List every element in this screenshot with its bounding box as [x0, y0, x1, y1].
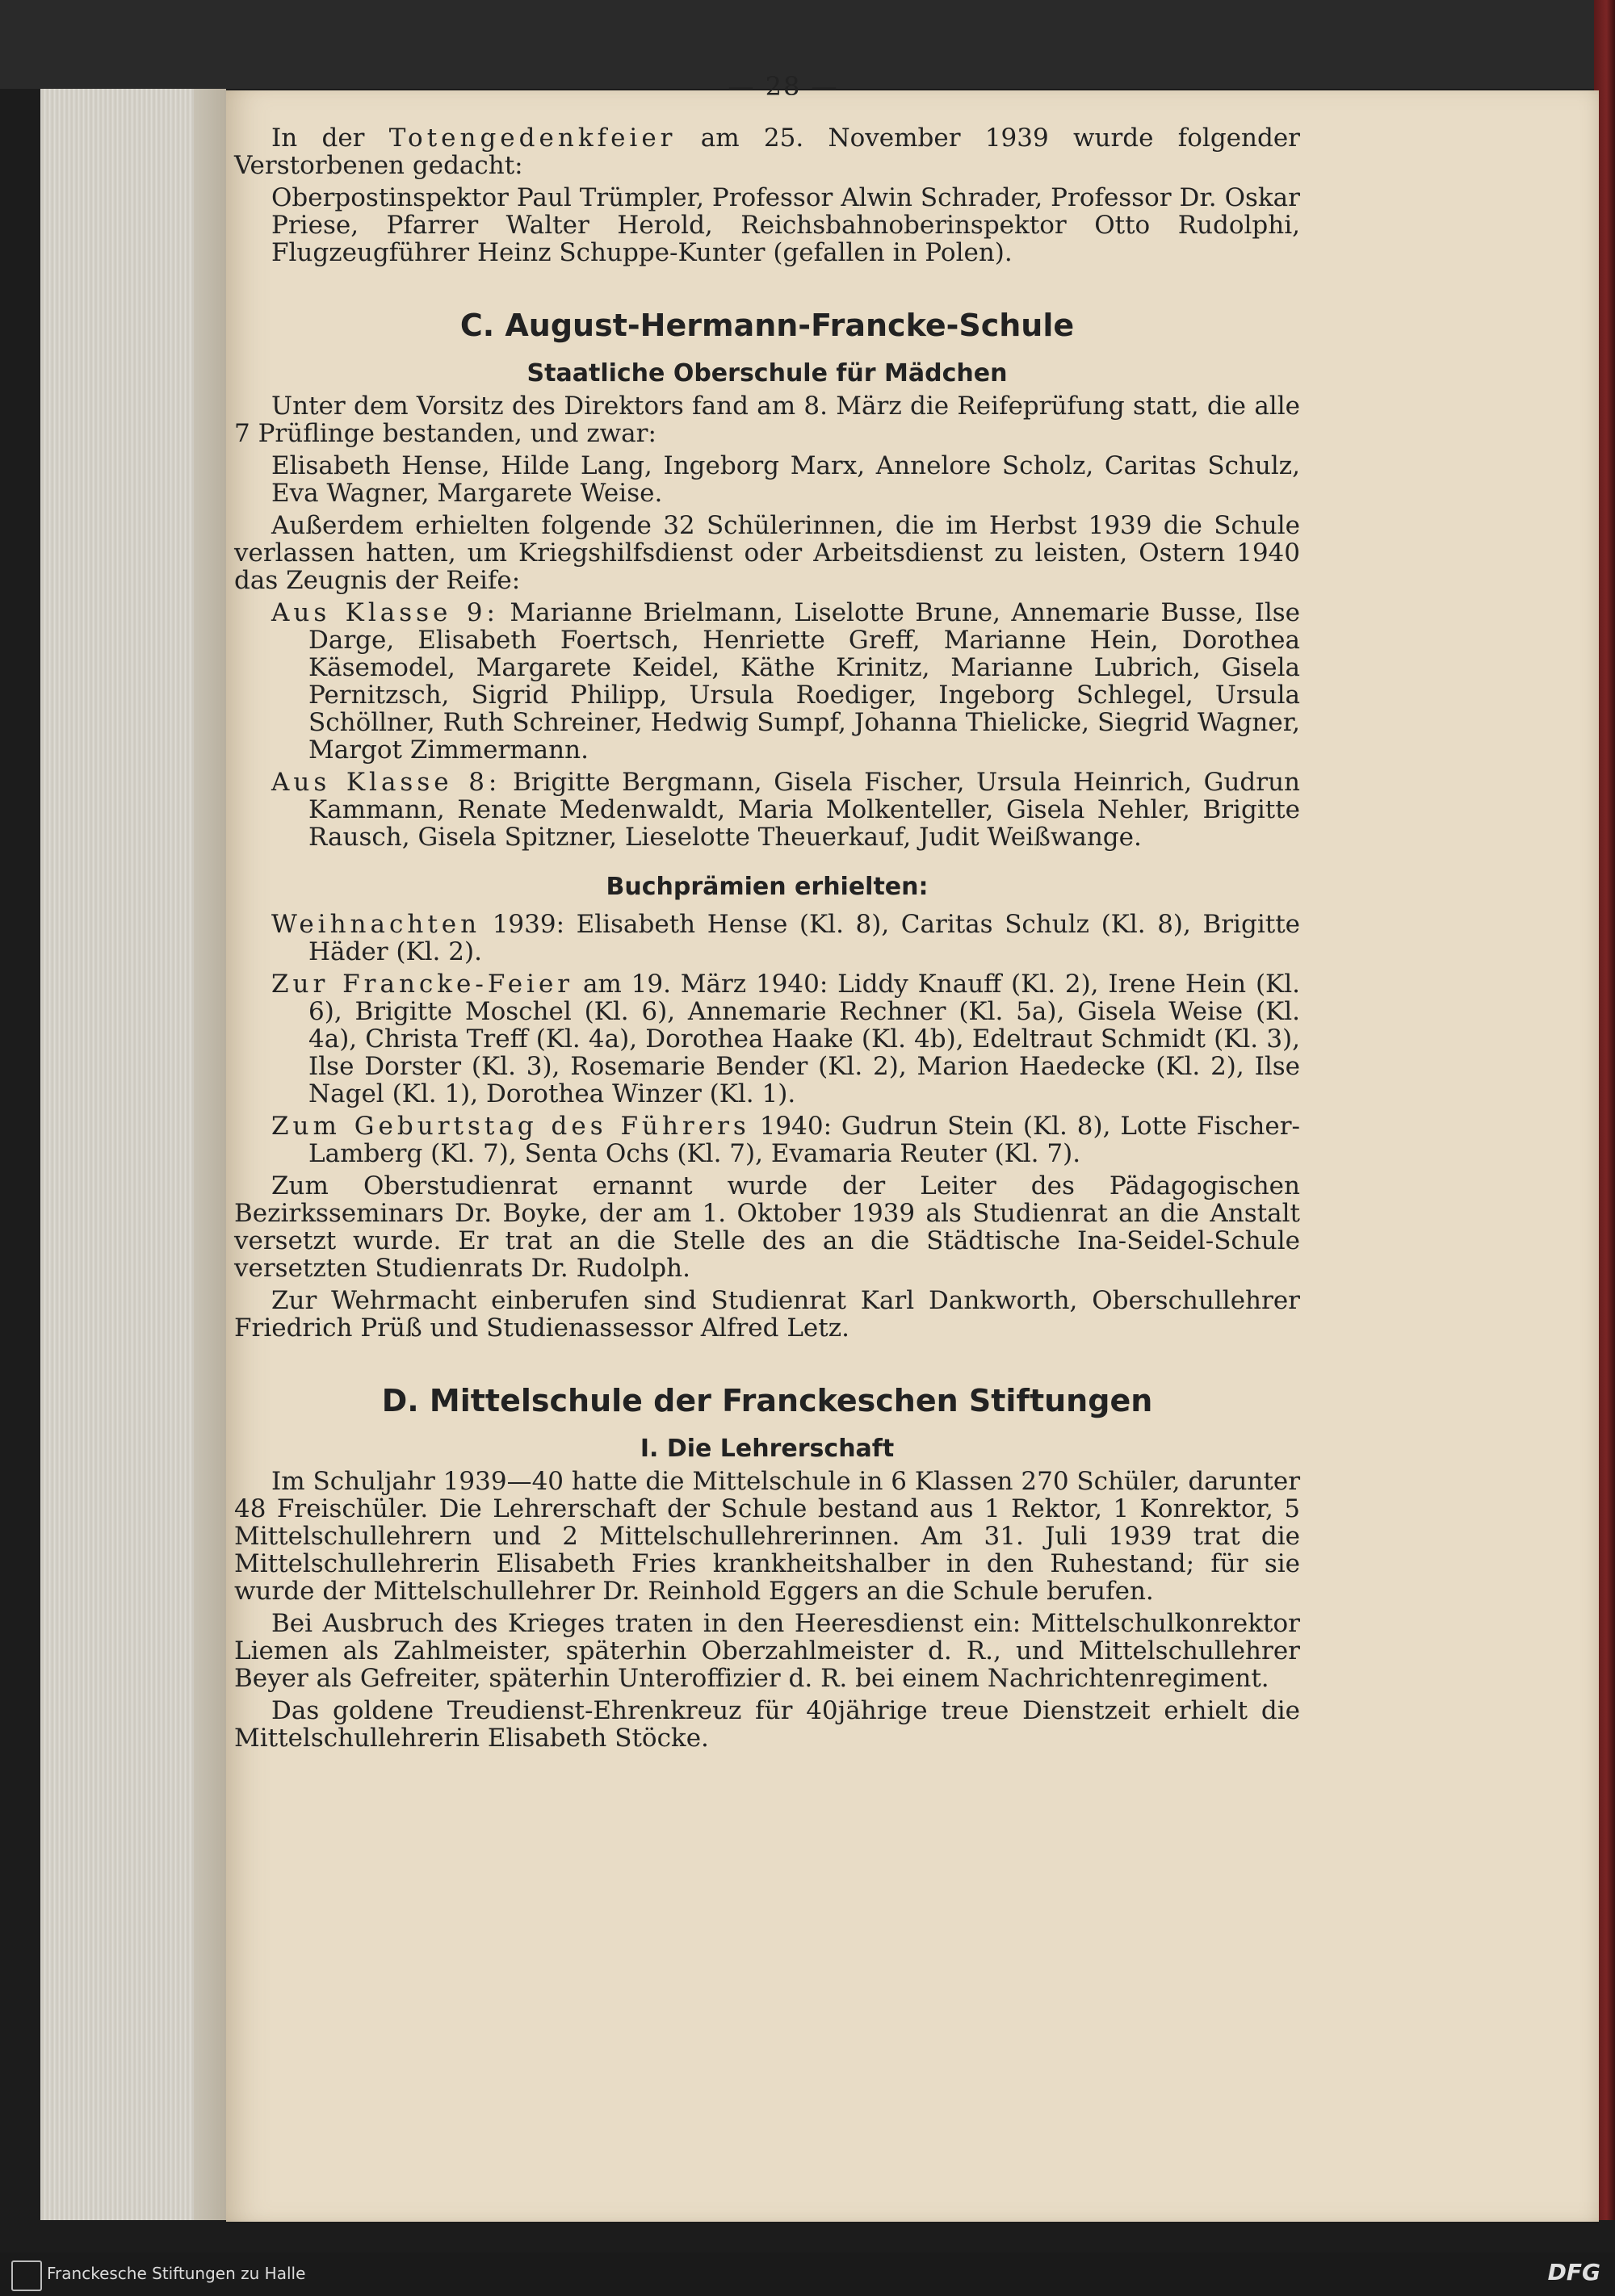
intro-prefix: In der [271, 124, 389, 153]
intro-names: Oberpostinspektor Paul Trümpler, Professor Alwin Schrader, Professor Dr. Oskar Priese, Pfarrer Walter Herold, Reichsbahnoberinspektor Otto Rudolphi, Flugzeugführer Heinz Schuppe-Kunter (gefallen in Polen). [271, 183, 1300, 267]
intro-paragraph [234, 124, 1300, 179]
section-d-paragraph-3: Das goldene Treudienst-Ehrenkreuz für 40jährige treue Dienstzeit erhielt die Mittelschullehrerin Elisabeth Stöcke. [234, 1696, 1300, 1753]
prize-christmas-text: 1939: Elisabeth Hense (Kl. 8), Caritas Schulz (Kl. 8), Brigitte Häder (Kl. 2). [308, 910, 1300, 966]
dfg-logo: DFG [1547, 2259, 1600, 2286]
institution-name: Franckesche Stiftungen zu Halle [47, 2264, 306, 2283]
class-9-names: Marianne Brielmann, Liselotte Brune, Annemarie Busse, Ilse Darge, Elisabeth Foertsch, Henriette Greff, Marianne Hein, Dorothea Käsemodel, Margarete Keidel, Käthe Krinitz, Marianne Lubrich, Gisela Pernitzsch, Sigrid Philipp, Ursula Roediger, Ingeborg Schlegel, Ursula Schöllner, Ruth Schreiner, Hedwig Sumpf, Johanna Thielicke, Siegrid Wagner, Margot Zimmermann. [308, 598, 1300, 765]
prize-francke [271, 970, 1300, 1108]
section-c-paragraph-1: Unter dem Vorsitz des Direktors fand am 8. März die Reifeprüfung statt, die alle 7 Prüflinge bestanden, und zwar: [234, 392, 1300, 448]
page-number: — 28 — [728, 71, 839, 102]
prize-christmas-label: Weihnachten [271, 910, 481, 939]
institution-logo-icon [11, 2260, 42, 2291]
prize-christmas [271, 911, 1300, 966]
prize-birthday [271, 1112, 1300, 1167]
section-d-paragraph-2: Bei Ausbruch des Krieges traten in den Heeresdienst ein: Mittelschulkonrektor Liemen als Zahlmeister, späterhin Oberzahlmeister d. R., und Mittelschullehrer Beyer als Gefreiter, späterhin Unteroffizier d. R. bei einem Nachrichtenregiment. [234, 1609, 1300, 1693]
section-c-class-8 [271, 769, 1300, 851]
class-9-label: Aus Klasse 9: [271, 598, 499, 627]
section-c-class-9 [271, 599, 1300, 764]
intro-spaced-term: Totengedenkfeier [388, 124, 677, 153]
intro-rest: am 25. November 1939 wurde folgender Verstorbenen gedacht: [234, 124, 1300, 180]
prize-francke-label: Zur Francke-Feier [271, 970, 574, 999]
viewer-footer [0, 2252, 1615, 2296]
class-8-label: Aus Klasse 8: [271, 768, 501, 797]
class-8-names: Brigitte Bergmann, Gisela Fischer, Ursula Heinrich, Gudrun Kammann, Renate Medenwaldt, Maria Molkenteller, Gisela Nehler, Brigitte Rausch, Gisela Spitzner, Lieselotte Theuerkauf, Judit Weißwange. [308, 768, 1301, 852]
prize-birthday-text: 1940: Gudrun Stein (Kl. 8), Lotte Fischer-Lamberg (Kl. 7), Senta Ochs (Kl. 7), Evamaria Reuter (Kl. 7). [308, 1112, 1300, 1168]
page-gutter [194, 89, 226, 2220]
section-c-paragraph-3: Zum Oberstudienrat ernannt wurde der Leiter des Pädagogischen Bezirksseminars Dr. Boyke, der am 1. Oktober 1939 als Studienrat an die Anstalt versetzt wurde. Er trat an die Stelle des an die Städtische Ina-Seidel-Schule versetzten Studienrats Dr. Rudolph. [234, 1171, 1300, 1283]
section-c-graduates: Elisabeth Hense, Hilde Lang, Ingeborg Marx, Annelore Scholz, Caritas Schulz, Eva Wagner, Margarete Weise. [271, 451, 1300, 508]
section-d-title: D. Mittelschule der Franckeschen Stiftungen [381, 1383, 1153, 1418]
section-d-paragraph-1: Im Schuljahr 1939—40 hatte die Mittelschule in 6 Klassen 270 Schüler, darunter 48 Freischüler. Die Lehrerschaft der Schule bestand aus 1 Rektor, 1 Konrektor, 5 Mittelschullehrern und 2 Mittelschullehrerinnen. Am 31. Juli 1939 trat die Mittelschullehrerin Elisabeth Fries krankheitshalber in den Ruhestand; für sie wurde der Mittelschullehrer Dr. Reinhold Eggers an die Schule berufen. [234, 1467, 1301, 1606]
prize-birthday-label: Zum Geburtstag des Führers [271, 1112, 750, 1141]
section-d-subtitle: I. Die Lehrerschaft [640, 1435, 895, 1463]
section-c-subtitle: Staatliche Oberschule für Mädchen [526, 359, 1008, 388]
section-c-paragraph-4: Zur Wehrmacht einberufen sind Studienrat Karl Dankworth, Oberschullehrer Friedrich Prüß und Studienassessor Alfred Letz. [234, 1286, 1300, 1343]
prizes-heading: Buchprämien erhielten: [606, 873, 929, 901]
section-c-paragraph-2: Außerdem erhielten folgende 32 Schülerinnen, die im Herbst 1939 die Schule verlassen hatten, um Kriegshilfsdienst oder Arbeitsdienst zu leisten, Ostern 1940 das Zeugnis der Reife: [234, 511, 1300, 595]
section-c-title: C. August-Hermann-Francke-Schule [459, 308, 1075, 343]
page-content [234, 73, 1300, 1757]
prize-francke-text: am 19. März 1940: Liddy Knauff (Kl. 2), Irene Hein (Kl. 6), Brigitte Moschel (Kl. 6), Annemarie Rechner (Kl. 5a), Gisela Weise (Kl. 4a), Christa Treff (Kl. 4a), Dorothea Haake (Kl. 4b), Edeltraut Schmidt (Kl. 3), Ilse Dorster (Kl. 3), Rosemarie Bender (Kl. 2), Marion Haedecke (Kl. 2), Ilse Nagel (Kl. 1), Dorothea Winzer (Kl. 1). [308, 970, 1300, 1108]
